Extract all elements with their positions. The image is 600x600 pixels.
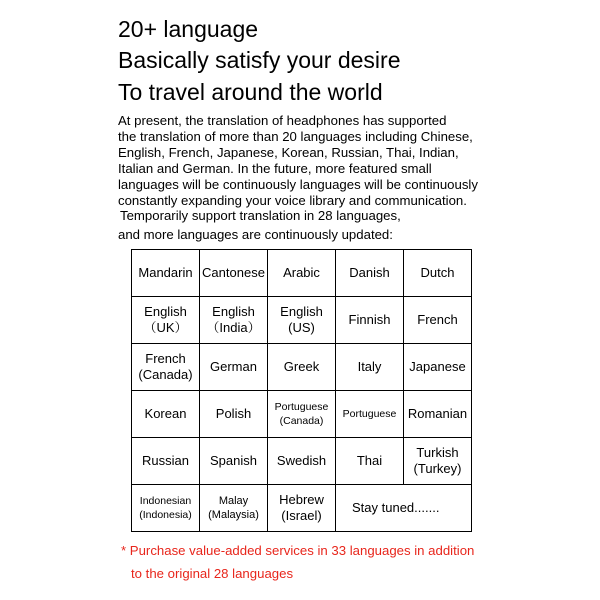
language-cell <box>200 344 268 391</box>
language-cell <box>268 250 336 297</box>
language-name: Thai <box>356 453 383 468</box>
description-line: Italian and German. In the future, more featured small <box>118 161 432 177</box>
language-name: Portuguese <box>274 401 329 413</box>
language-region: (Malaysia) <box>208 509 259 521</box>
language-region: (US) <box>288 320 315 335</box>
language-region: (Canada) <box>138 367 193 382</box>
language-name: German <box>210 359 257 374</box>
language-name: Arabic <box>283 265 320 280</box>
language-cell <box>200 250 268 297</box>
language-cell <box>336 250 404 297</box>
description-line: English, French, Japanese, Korean, Russian, Thai, Indian, <box>118 145 459 161</box>
language-cell <box>404 250 472 297</box>
language-name: Romanian <box>407 406 468 421</box>
language-cell <box>200 297 268 344</box>
language-cell <box>268 485 336 532</box>
language-name: Malay <box>218 495 249 507</box>
headline-line-3: To travel around the world <box>118 79 383 105</box>
language-cell <box>132 250 200 297</box>
language-name: Danish <box>349 265 390 280</box>
description-paragraph <box>118 113 588 210</box>
language-name: Spanish <box>210 453 257 468</box>
language-cell <box>200 438 268 485</box>
table-row <box>132 391 472 438</box>
language-cell <box>404 438 472 485</box>
language-region: （UK） <box>143 320 188 335</box>
footnote-line-2: to the original 28 languages <box>131 566 294 581</box>
language-name: Portuguese <box>342 408 397 420</box>
table-row <box>132 485 472 532</box>
language-cell <box>200 391 268 438</box>
language-name: Hebrew <box>279 492 324 507</box>
language-name: English <box>212 304 255 319</box>
stay-tuned-text: Stay tuned....... <box>352 500 440 515</box>
language-table-wrapper <box>131 249 472 532</box>
language-cell <box>200 485 268 532</box>
language-region: （India） <box>206 320 261 335</box>
description-line: constantly expanding your voice library and communication. <box>118 193 467 209</box>
language-name: French <box>145 351 186 366</box>
language-name: Cantonese <box>202 265 265 280</box>
language-name: Italy <box>357 359 382 374</box>
language-name: Japanese <box>409 359 466 374</box>
language-cell <box>404 344 472 391</box>
supported-languages-note: Temporarily support translation in 28 languages, <box>120 208 401 223</box>
language-name: French <box>417 312 458 327</box>
language-cell <box>336 344 404 391</box>
language-name: Greek <box>283 359 320 374</box>
language-name: Dutch <box>420 265 455 280</box>
language-name: Mandarin <box>138 265 193 280</box>
language-name: Finnish <box>348 312 391 327</box>
language-cell <box>132 438 200 485</box>
updated-languages-note: and more languages are continuously updated: <box>118 227 393 242</box>
language-cell <box>336 391 404 438</box>
language-name: Indonesian <box>139 495 192 507</box>
language-cell <box>132 297 200 344</box>
language-cell <box>132 344 200 391</box>
table-row <box>132 438 472 485</box>
language-region: (Turkey) <box>413 461 462 476</box>
language-cell <box>336 297 404 344</box>
language-name: Turkish <box>416 445 459 460</box>
language-cell <box>404 391 472 438</box>
table-row <box>132 344 472 391</box>
description-line: the translation of more than 20 languages including Chinese, <box>118 129 473 145</box>
language-cell <box>268 438 336 485</box>
language-name: Korean <box>144 406 187 421</box>
language-region: (Indonesia) <box>139 509 192 521</box>
description-line: languages will be continuously languages will be continuously <box>118 177 478 193</box>
language-cell <box>132 485 200 532</box>
description-line: At present, the translation of headphones has supported <box>118 113 447 128</box>
stay-tuned-cell <box>336 485 472 532</box>
language-table <box>131 249 472 532</box>
language-name: Polish <box>215 406 252 421</box>
table-row <box>132 250 472 297</box>
table-row <box>132 297 472 344</box>
language-name: English <box>144 304 187 319</box>
language-cell <box>404 297 472 344</box>
language-cell <box>268 391 336 438</box>
language-cell <box>336 438 404 485</box>
headline-line-1: 20+ language <box>118 16 259 42</box>
headline-line-2: Basically satisfy your desire <box>118 47 401 73</box>
language-cell <box>132 391 200 438</box>
language-cell <box>268 297 336 344</box>
language-region: (Israel) <box>281 508 322 523</box>
language-cell <box>268 344 336 391</box>
language-name: Swedish <box>276 453 327 468</box>
language-region: (Canada) <box>279 415 324 427</box>
footnote-line-1: * Purchase value-added services in 33 languages in addition <box>121 543 475 558</box>
language-name: English <box>280 304 323 319</box>
language-name: Russian <box>142 453 189 468</box>
